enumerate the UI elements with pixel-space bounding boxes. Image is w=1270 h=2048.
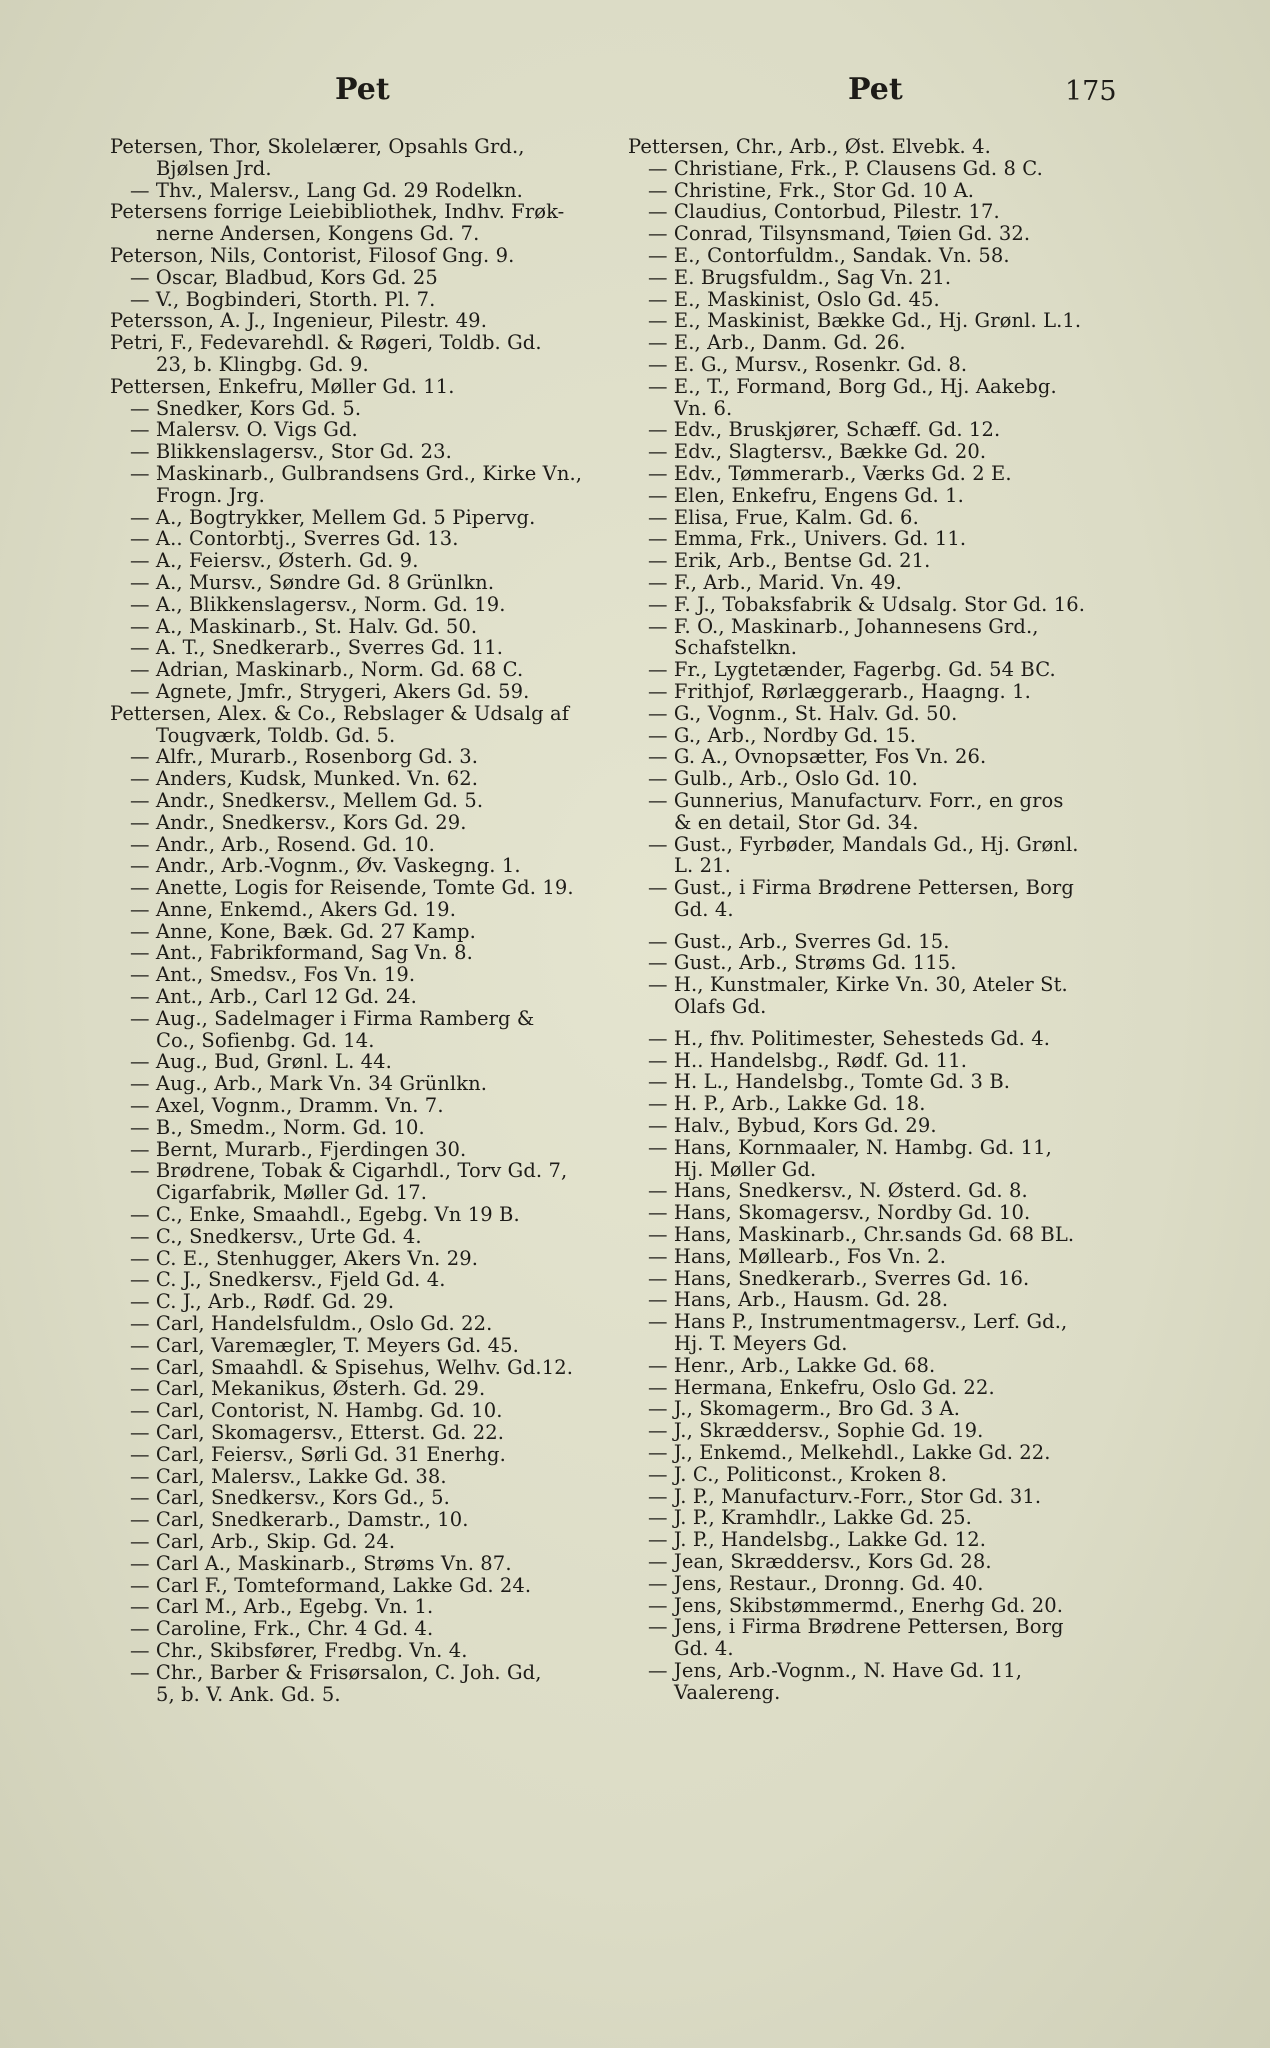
spacer (628, 921, 1136, 931)
entry-line: — Hermana, Enkefru, Oslo Gd. 22. (648, 1376, 995, 1399)
entry-line: — Brødrene, Tobak & Cigarhdl., Torv Gd. 7, (130, 1160, 568, 1183)
entry-line: — Carl F., Tomteformand, Lakke Gd. 24. (130, 1574, 532, 1597)
entry-line: Olafs Gd. (674, 996, 767, 1018)
entry-line: — Ant., Smedsv., Fos Vn. 19. (130, 964, 416, 987)
entry-line: — A., Maskinarb., St. Halv. Gd. 50. (130, 615, 478, 638)
entry-line: — H. P., Arb., Lakke Gd. 18. (648, 1093, 926, 1116)
entry-line: — Blikkenslagersv., Stor Gd. 23. (130, 441, 452, 463)
entry-line: Bjølsen Jrd. (156, 157, 272, 180)
entry-line: Petersen, Thor, Skolelærer, Opsahls Grd., (110, 136, 525, 158)
entry-line: — Christiane, Frk., P. Clausens Gd. 8 C. (648, 157, 1043, 180)
entry-line: — A., Blikkenslagersv., Norm. Gd. 19. (130, 593, 506, 616)
entry-line: — Gulb., Arb., Oslo Gd. 10. (648, 768, 918, 790)
entry-line: — C., Enke, Smaahdl., Egebg. Vn 19 B. (130, 1204, 520, 1226)
entry-line: — H., fhv. Politimester, Sehesteds Gd. 4. (648, 1027, 1051, 1050)
entry-line: — A. T., Snedkerarb., Sverres Gd. 11. (130, 637, 504, 660)
entry-line: — E., Contorfuldm., Sandak. Vn. 58. (648, 244, 1010, 267)
entry-line: — Anette, Logis for Reisende, Tomte Gd. 19. (130, 877, 574, 899)
entry-line: — Hans, Snedkerarb., Sverres Gd. 16. (648, 1267, 1030, 1290)
left-column (110, 136, 618, 1705)
entry-line: Peterson, Nils, Contorist, Filosof Gng. 9. (110, 244, 515, 267)
entry-line: — Jens, i Firma Brødrene Pettersen, Borg (648, 1616, 1064, 1639)
entry-line: Petri, F., Fedevarehdl. & Røgeri, Toldb. Gd. (110, 332, 542, 354)
entry-line: Vn. 6. (674, 397, 733, 420)
entry-line: — E., Maskinist, Oslo Gd. 45. (648, 288, 940, 311)
entry-line: — Hans, Maskinarb., Chr.sands Gd. 68 BL. (648, 1224, 1075, 1246)
entry-line: — A., Feiersv., Østerh. Gd. 9. (130, 550, 419, 572)
entry-line: — Halv., Bybud, Kors Gd. 29. (648, 1115, 937, 1137)
entry-line: — Jens, Skibstømmermd., Enerhg Gd. 20. (648, 1594, 1064, 1617)
entry-line: — Andr., Arb., Rosend. Gd. 10. (130, 833, 435, 856)
entry-line: — Gust., Arb., Strøms Gd. 115. (648, 952, 957, 975)
entry-line: — Jens, Arb.-Vognm., N. Have Gd. 11, (648, 1659, 1023, 1682)
entry-line: — A.. Contorbtj., Sverres Gd. 13. (130, 528, 459, 551)
entry-line: — C. J., Arb., Rødf. Gd. 29. (130, 1291, 395, 1314)
entry-line: — Carl, Smaahdl. & Spisehus, Welhv. Gd.12. (130, 1356, 574, 1379)
entry-line: — Thv., Malersv., Lang Gd. 29 Rodelkn. (130, 179, 523, 202)
entry-line: — Andr., Snedkersv., Kors Gd. 29. (130, 811, 467, 834)
entry-line: — Agnete, Jmfr., Strygeri, Akers Gd. 59. (130, 680, 530, 703)
entry-line: Pettersen, Chr., Arb., Øst. Elvebk. 4. (628, 136, 991, 158)
entry-line: — Oscar, Bladbud, Kors Gd. 25 (130, 266, 438, 289)
entry-line: — C. E., Stenhugger, Akers Vn. 29. (130, 1247, 479, 1270)
entry-line: — Carl A., Maskinarb., Strøms Vn. 87. (130, 1552, 512, 1575)
entry-line: — Carl, Snedkerarb., Damstr., 10. (130, 1509, 469, 1531)
entry-line: — Axel, Vognm., Dramm. Vn. 7. (130, 1095, 444, 1117)
entry-line: — E. Brugsfuldm., Sag Vn. 21. (648, 266, 952, 289)
entry-line: Cigarfabrik, Møller Gd. 17. (156, 1182, 428, 1205)
page-number: 175 (1065, 76, 1117, 107)
entry-line: — J. P., Manufacturv.-Forr., Stor Gd. 31. (648, 1485, 1042, 1508)
entry-line: — Jens, Restaur., Dronng. Gd. 40. (648, 1572, 984, 1595)
entry-line: — Henr., Arb., Lakke Gd. 68. (648, 1354, 936, 1377)
entry-line: — B., Smedm., Norm. Gd. 10. (130, 1116, 425, 1139)
entry-line: — Carl, Mekanikus, Østerh. Gd. 29. (130, 1378, 486, 1401)
entry-line: — Aug., Bud, Grønl. L. 44. (130, 1051, 392, 1074)
entry-line: — Hans, Møllearb., Fos Vn. 2. (648, 1245, 946, 1268)
entry-line: — Carl, Snedkersv., Kors Gd., 5. (130, 1487, 450, 1510)
entry-line: — F., Arb., Marid. Vn. 49. (648, 571, 902, 594)
entry-line: — Edv., Slagtersv., Bække Gd. 20. (648, 441, 987, 463)
entry-line: Hj. T. Meyers Gd. (674, 1333, 848, 1355)
running-head-left: Pet (335, 72, 390, 107)
entry-line: — Elen, Enkefru, Engens Gd. 1. (648, 484, 964, 507)
entry-line: — Claudius, Contorbud, Pilestr. 17. (648, 201, 1000, 224)
entry-line: — Frithjof, Rørlæggerarb., Haagng. 1. (648, 680, 1031, 703)
entry-line: — H.. Handelsbg., Rødf. Gd. 11. (648, 1049, 968, 1072)
entry-line: Petersens forrige Leiebibliothek, Indhv. Frøk- (110, 201, 565, 224)
spacer (628, 1018, 1136, 1028)
entry-line: — Emma, Frk., Univers. Gd. 11. (648, 528, 967, 551)
entry-line: — Carl, Varemægler, T. Meyers Gd. 45. (130, 1334, 519, 1357)
entry-line: — Alfr., Murarb., Rosenborg Gd. 3. (130, 746, 479, 769)
entry-line: Co., Sofienbg. Gd. 14. (156, 1029, 375, 1052)
entry-line: 23, b. Klingbg. Gd. 9. (156, 353, 369, 376)
entry-line: — Bernt, Murarb., Fjerdingen 30. (130, 1138, 467, 1161)
entry-line: — Edv., Tømmerarb., Værks Gd. 2 E. (648, 462, 1012, 485)
entry-line: — Gunnerius, Manufacturv. Forr., en gros (648, 789, 1064, 812)
entry-line: — Chr., Skibsfører, Fredbg. Vn. 4. (130, 1639, 468, 1662)
entry-line: — Carl, Handelsfuldm., Oslo Gd. 22. (130, 1313, 493, 1335)
entry-line: Gd. 4. (674, 1638, 734, 1660)
right-column (628, 136, 1136, 1704)
entry-line: — G. A., Ovnopsætter, Fos Vn. 26. (648, 746, 987, 769)
entry-line: — G., Arb., Nordby Gd. 15. (648, 724, 917, 747)
entry-line: — Carl, Skomagersv., Etterst. Gd. 22. (130, 1422, 505, 1444)
entry-line: — E., Maskinist, Bække Gd., Hj. Grønl. L.1. (648, 310, 1082, 333)
entry-line: — J. P., Kramhdlr., Lakke Gd. 25. (648, 1507, 972, 1530)
entry-line: — Caroline, Frk., Chr. 4 Gd. 4. (130, 1618, 434, 1640)
entry-line: — Maskinarb., Gulbrandsens Grd., Kirke Vn., (130, 462, 583, 485)
entry-line: Gd. 4. (674, 898, 734, 921)
entry-line: — Carl, Arb., Skip. Gd. 24. (130, 1531, 396, 1553)
entry-line: — Andr., Arb.-Vognm., Øv. Vaskegng. 1. (130, 855, 521, 878)
entry-line: — J., Enkemd., Melkehdl., Lakke Gd. 22. (648, 1442, 1051, 1464)
entry-line: — E., Arb., Danm. Gd. 26. (648, 332, 906, 354)
entry-line: — Jean, Skræddersv., Kors Gd. 28. (648, 1551, 992, 1573)
entry-line: — Hans, Arb., Hausm. Gd. 28. (648, 1289, 949, 1312)
entry-line: — Hans, Skomagersv., Nordby Gd. 10. (648, 1202, 1031, 1225)
entry-line: — Adrian, Maskinarb., Norm. Gd. 68 C. (130, 659, 524, 681)
entry-line: — J., Skræddersv., Sophie Gd. 19. (648, 1420, 984, 1443)
entry-line: — Malersv. O. Vigs Gd. (130, 419, 358, 442)
entry-line: — Snedker, Kors Gd. 5. (130, 397, 362, 420)
entry-line: — Carl, Malersv., Lakke Gd. 38. (130, 1465, 447, 1488)
entry-line: — A., Bogtrykker, Mellem Gd. 5 Pipervg. (130, 506, 536, 529)
entry-line: — E., T., Formand, Borg Gd., Hj. Aakebg. (648, 375, 1057, 398)
entry-line: Hj. Møller Gd. (674, 1158, 817, 1181)
entry-line: Pettersen, Enkefru, Møller Gd. 11. (110, 375, 455, 398)
entry-line: — E. G., Mursv., Rosenkr. Gd. 8. (648, 353, 968, 376)
entry-line: — Gust., Arb., Sverres Gd. 15. (648, 930, 950, 953)
entry-line: — G., Vognm., St. Halv. Gd. 50. (648, 702, 958, 725)
entry-line: — Carl, Contorist, N. Hambg. Gd. 10. (130, 1400, 503, 1423)
entry-line: — Gust., Fyrbøder, Mandals Gd., Hj. Grønl. (648, 833, 1079, 856)
entry-line: — J. C., Politiconst., Kroken 8. (648, 1463, 948, 1486)
entry-line: — Ant., Fabrikformand, Sag Vn. 8. (130, 942, 473, 965)
entry-line: Frogn. Jrg. (156, 484, 265, 507)
entry-line: — Gust., i Firma Brødrene Pettersen, Borg (648, 877, 1074, 899)
running-head-right: Pet (848, 72, 903, 107)
entry-line: — Andr., Snedkersv., Mellem Gd. 5. (130, 789, 484, 812)
entry-line: — H. L., Handelsbg., Tomte Gd. 3 B. (648, 1071, 1011, 1094)
entry-line: — J., Skomagerm., Bro Gd. 3 A. (648, 1398, 960, 1421)
entry-line: — Fr., Lygtetænder, Fagerbg. Gd. 54 BC. (648, 659, 1056, 681)
entry-line: — Anne, Enkemd., Akers Gd. 19. (130, 898, 456, 921)
entry-line: — Hans P., Instrumentmagersv., Lerf. Gd., (648, 1311, 1068, 1334)
entry-line: — V., Bogbinderi, Storth. Pl. 7. (130, 288, 436, 311)
entry-line: — F. J., Tobaksfabrik & Udsalg. Stor Gd. 16. (648, 593, 1086, 616)
entry-line: — A., Mursv., Søndre Gd. 8 Grünlkn. (130, 571, 495, 594)
entry-line: — Erik, Arb., Bentse Gd. 21. (648, 550, 931, 572)
entry-line: Schafstelkn. (674, 637, 798, 660)
entry-line: Petersson, A. J., Ingenieur, Pilestr. 49. (110, 310, 487, 333)
entry-line: — Hans, Snedkersv., N. Østerd. Gd. 8. (648, 1180, 1028, 1203)
entry-line: Vaalereng. (674, 1681, 781, 1704)
entry-line: — F. O., Maskinarb., Johannesens Grd., (648, 615, 1039, 638)
entry-line: — Elisa, Frue, Kalm. Gd. 6. (648, 506, 919, 529)
entry-line: — Aug., Arb., Mark Vn. 34 Grünlkn. (130, 1073, 488, 1096)
entry-line: Tougværk, Toldb. Gd. 5. (156, 724, 396, 747)
entry-line: L. 21. (674, 855, 731, 878)
entry-line: Pettersen, Alex. & Co., Rebslager & Udsalg af (110, 702, 570, 725)
entry-line: — Anders, Kudsk, Munked. Vn. 62. (130, 768, 479, 790)
entry-line: & en detail, Stor Gd. 34. (674, 811, 919, 834)
entry-line: — J. P., Handelsbg., Lakke Gd. 12. (648, 1529, 986, 1551)
entry-line: — C., Snedkersv., Urte Gd. 4. (130, 1225, 422, 1248)
entry-line: — C. J., Snedkersv., Fjeld Gd. 4. (130, 1269, 446, 1292)
entry-line: — Edv., Bruskjører, Schæff. Gd. 12. (648, 419, 1001, 442)
entry-line: — Conrad, Tilsynsmand, Tøien Gd. 32. (648, 223, 1031, 245)
entry-line: — Ant., Arb., Carl 12 Gd. 24. (130, 986, 417, 1008)
entry-line: — Anne, Kone, Bæk. Gd. 27 Kamp. (130, 920, 476, 943)
entry-line: — Carl, Feiersv., Sørli Gd. 31 Enerhg. (130, 1443, 506, 1466)
entry-line: — Chr., Barber & Frisørsalon, C. Joh. Gd, (130, 1661, 542, 1684)
entry-line: — H., Kunstmaler, Kirke Vn. 30, Ateler St. (648, 974, 1068, 997)
entry-line: — Aug., Sadelmager i Firma Ramberg & (130, 1007, 535, 1030)
entry-line: — Carl M., Arb., Egebg. Vn. 1. (130, 1596, 434, 1619)
entry-line: 5, b. V. Ank. Gd. 5. (156, 1683, 341, 1706)
entry-line: — Hans, Kornmaaler, N. Hambg. Gd. 11, (648, 1136, 1052, 1159)
entry-line: — Christine, Frk., Stor Gd. 10 A. (648, 179, 975, 202)
entry-line: nerne Andersen, Kongens Gd. 7. (156, 223, 480, 245)
